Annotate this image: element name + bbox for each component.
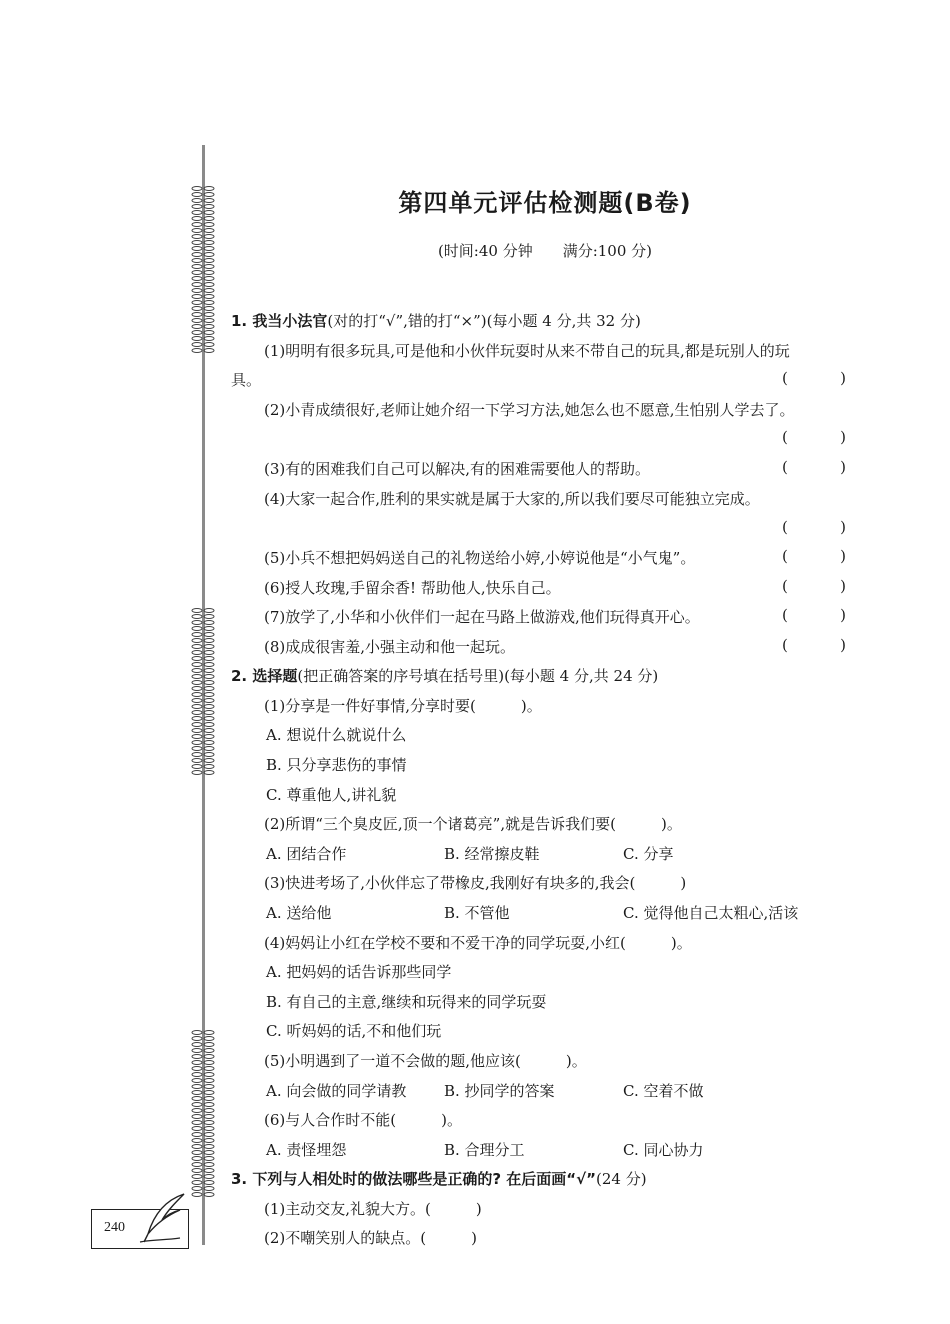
spiral-coil — [191, 1090, 215, 1095]
section3-heading: 3. 下列与人相处时的做法哪些是正确的? 在后面画“√”(24 分) — [231, 1170, 647, 1188]
spiral-coil — [191, 710, 215, 715]
s3-item-1: (1)主动交友,礼貌大方。( ) — [264, 1200, 482, 1218]
s1-item-5: (5)小兵不想把妈妈送自己的礼物送给小婷,小婷说他是“小气鬼”。 — [264, 549, 696, 567]
spiral-coil — [191, 638, 215, 643]
spiral-coil — [191, 312, 215, 317]
exam-meta: (时间:40 分钟 满分:100 分) — [437, 242, 653, 260]
spiral-coil — [191, 1174, 215, 1179]
spiral-coil — [191, 1114, 215, 1119]
spiral-coil — [191, 734, 215, 739]
spiral-coil — [191, 1186, 215, 1191]
spiral-coil — [191, 1078, 215, 1083]
spiral-coil — [191, 1138, 215, 1143]
s2-q5-option-b[interactable]: B. 抄同学的答案 — [444, 1082, 555, 1100]
s2-q4-option-b[interactable]: B. 有自己的主意,继续和玩得来的同学玩耍 — [266, 993, 547, 1011]
spiral-coil — [191, 282, 215, 287]
s2-q6-stem: (6)与人合作时不能( )。 — [264, 1111, 462, 1129]
spiral-coil — [191, 1030, 215, 1035]
spiral-coil — [191, 1108, 215, 1113]
s2-q4-stem: (4)妈妈让小红在学校不要和不爱干净的同学玩耍,小红( )。 — [264, 934, 692, 952]
s2-q5-stem: (5)小明遇到了一道不会做的题,他应该( )。 — [264, 1052, 587, 1070]
s1-item-1-line1: (1)明明有很多玩具,可是他和小伙伴玩耍时从来不带自己的玩具,都是玩别人的玩 — [264, 342, 790, 360]
spiral-coil — [191, 620, 215, 625]
spiral-coil — [191, 608, 215, 613]
answer-paren[interactable]: ( ) — [782, 606, 846, 624]
s2-q5-option-a[interactable]: A. 向会做的同学请教 — [266, 1082, 407, 1100]
s1-item-6: (6)授人玫瑰,手留余香! 帮助他人,快乐自己。 — [264, 579, 561, 597]
spiral-coil — [191, 722, 215, 727]
spiral-coil — [191, 1036, 215, 1041]
spiral-coil — [191, 632, 215, 637]
answer-paren[interactable]: ( ) — [782, 547, 846, 565]
spiral-coil — [191, 614, 215, 619]
spiral-coil — [191, 740, 215, 745]
s2-q2-stem: (2)所谓“三个臭皮匠,顶一个诸葛亮”,就是告诉我们要( )。 — [264, 815, 682, 833]
s1-item-7: (7)放学了,小华和小伙伴们一起在马路上做游戏,他们玩得真开心。 — [264, 608, 700, 626]
spiral-coil — [191, 704, 215, 709]
s1-item-8: (8)成成很害羞,小强主动和他一起玩。 — [264, 638, 516, 656]
section1-heading: 1. 我当小法官(对的打“√”,错的打“×”)(每小题 4 分,共 32 分) — [231, 312, 641, 330]
spiral-coil — [191, 716, 215, 721]
spiral-coil — [191, 662, 215, 667]
answer-paren[interactable]: ( ) — [782, 577, 846, 595]
spiral-coil — [191, 1072, 215, 1077]
spiral-coil — [191, 644, 215, 649]
spiral-coil — [191, 228, 215, 233]
s2-q2-option-b[interactable]: B. 经常擦皮鞋 — [444, 845, 540, 863]
spiral-coil — [191, 728, 215, 733]
spiral-coil — [191, 674, 215, 679]
s2-q1-option-a[interactable]: A. 想说什么就说什么 — [266, 726, 407, 744]
spiral-coil — [191, 668, 215, 673]
spiral-coil — [191, 1144, 215, 1149]
spiral-coil — [191, 222, 215, 227]
section2-heading: 2. 选择题(把正确答案的序号填在括号里)(每小题 4 分,共 24 分) — [231, 667, 659, 685]
page-number: 240 — [104, 1220, 125, 1235]
s2-q5-option-c[interactable]: C. 空着不做 — [623, 1082, 704, 1100]
spiral-coil — [191, 1150, 215, 1155]
s2-q2-option-c[interactable]: C. 分享 — [623, 845, 674, 863]
spiral-coil — [191, 686, 215, 691]
spiral-coil — [191, 746, 215, 751]
s2-q2-option-a[interactable]: A. 团结合作 — [266, 845, 347, 863]
spiral-coil — [191, 1192, 215, 1197]
s2-q6-option-b[interactable]: B. 合理分工 — [444, 1141, 525, 1159]
s1-item-1-line2: 具。 — [231, 371, 262, 389]
spiral-coil — [191, 1132, 215, 1137]
s2-q1-option-c[interactable]: C. 尊重他人,讲礼貌 — [266, 786, 397, 804]
spiral-coil — [191, 626, 215, 631]
spiral-coil — [191, 1168, 215, 1173]
spiral-coil — [191, 1102, 215, 1107]
s2-q4-option-c[interactable]: C. 听妈妈的话,不和他们玩 — [266, 1022, 442, 1040]
quill-pen-icon — [136, 1190, 192, 1246]
spiral-coil — [191, 324, 215, 329]
s1-item-4: (4)大家一起合作,胜利的果实就是属于大家的,所以我们要尽可能独立完成。 — [264, 490, 760, 508]
s2-q3-option-b[interactable]: B. 不管他 — [444, 904, 510, 922]
spiral-coil — [191, 1054, 215, 1059]
spiral-coil — [191, 650, 215, 655]
spiral-coil — [191, 1126, 215, 1131]
spiral-coil — [191, 1180, 215, 1185]
spiral-coil — [191, 1066, 215, 1071]
s2-q1-option-b[interactable]: B. 只分享悲伤的事情 — [266, 756, 407, 774]
spiral-coil — [191, 1156, 215, 1161]
spiral-coil — [191, 698, 215, 703]
spiral-coil — [191, 342, 215, 347]
spiral-coil — [191, 294, 215, 299]
spiral-coil — [191, 264, 215, 269]
s1-item-3: (3)有的困难我们自己可以解决,有的困难需要他人的帮助。 — [264, 460, 651, 478]
spiral-coil — [191, 234, 215, 239]
spiral-coil — [191, 348, 215, 353]
s2-q3-option-c[interactable]: C. 觉得他自己太粗心,活该 — [623, 904, 799, 922]
answer-paren[interactable]: ( ) — [782, 636, 846, 654]
answer-paren[interactable]: ( ) — [782, 518, 846, 536]
spiral-coil — [191, 1096, 215, 1101]
spiral-coil — [191, 1042, 215, 1047]
spiral-coil — [191, 692, 215, 697]
spiral-coil — [191, 680, 215, 685]
s2-q6-option-a[interactable]: A. 责怪埋怨 — [266, 1141, 347, 1159]
spiral-coil — [191, 1048, 215, 1053]
answer-paren[interactable]: ( ) — [782, 428, 846, 446]
s2-q1-stem: (1)分享是一件好事情,分享时要( )。 — [264, 697, 542, 715]
spiral-coil — [191, 336, 215, 341]
spiral-coil — [191, 306, 215, 311]
spiral-coil — [191, 1060, 215, 1065]
spiral-coil — [191, 270, 215, 275]
s2-q3-stem: (3)快进考场了,小伙伴忘了带橡皮,我刚好有块多的,我会( ) — [264, 874, 687, 892]
page-title: 第四单元评估检测题(B卷) — [398, 189, 692, 217]
s1-item-2: (2)小青成绩很好,老师让她介绍一下学习方法,她怎么也不愿意,生怕别人学去了。 — [264, 401, 795, 419]
spiral-coil — [191, 300, 215, 305]
spiral-coil — [191, 752, 215, 757]
spiral-coil — [191, 764, 215, 769]
spiral-coil — [191, 1084, 215, 1089]
spiral-coil — [191, 288, 215, 293]
spiral-coil — [191, 330, 215, 335]
spiral-coil — [191, 770, 215, 775]
spiral-coil — [191, 758, 215, 763]
answer-paren[interactable]: ( ) — [782, 369, 846, 387]
spiral-coil — [191, 1162, 215, 1167]
spiral-coil — [191, 656, 215, 661]
s3-item-2: (2)不嘲笑别人的缺点。( ) — [264, 1229, 477, 1247]
spiral-coil — [191, 318, 215, 323]
spiral-coil — [191, 276, 215, 281]
s2-q4-option-a[interactable]: A. 把妈妈的话告诉那些同学 — [266, 963, 452, 981]
s2-q3-option-a[interactable]: A. 送给他 — [266, 904, 332, 922]
s2-q6-option-c[interactable]: C. 同心协力 — [623, 1141, 704, 1159]
answer-paren[interactable]: ( ) — [782, 458, 846, 476]
spiral-coil — [191, 1120, 215, 1125]
